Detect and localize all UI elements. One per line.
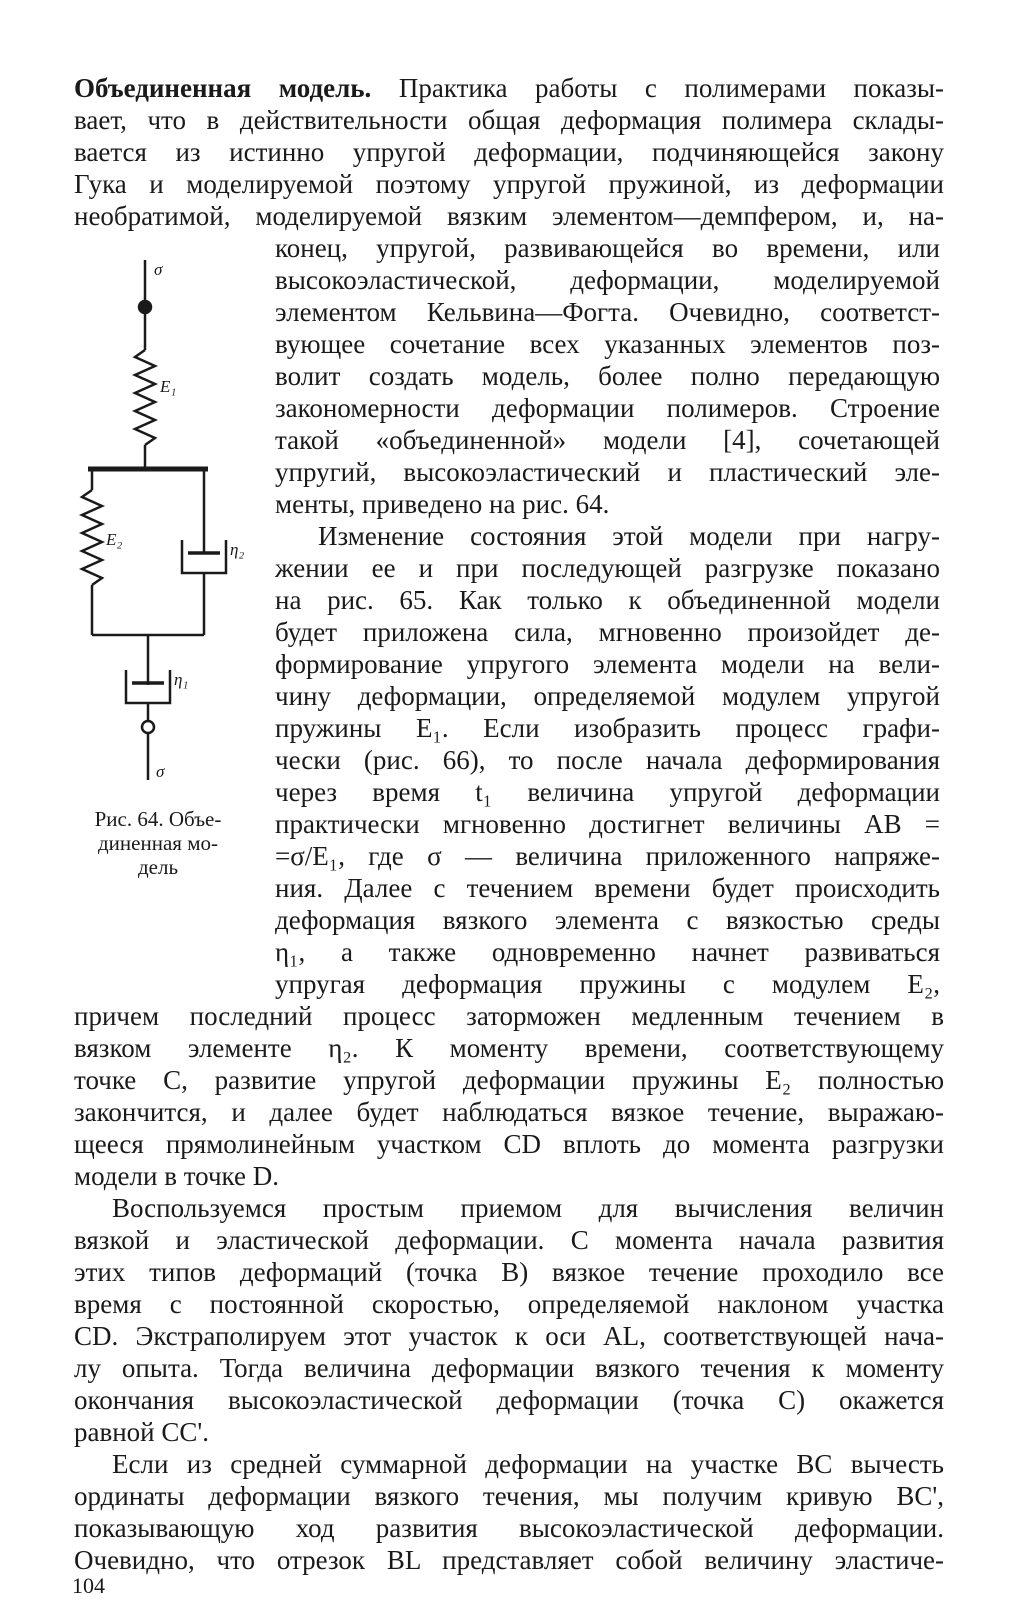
text-line: =σ/E₁, где σ — величина приложенного напряже- — [275, 841, 940, 871]
text-line: деформация вязкого элемента с вязкостью среды — [275, 905, 940, 935]
text-line: закончится, и далее будет наблюдаться вязкое течение, выражаю- — [74, 1097, 944, 1127]
text-line: причем последний процесс заторможен медленным течением в — [74, 1001, 944, 1031]
figure-combined-model — [70, 255, 260, 795]
text-line: η₁, а также одновременно начнет развиваться — [275, 937, 940, 967]
text-line: Гука и моделируемой поэтому упругой пружиной, из деформации — [74, 169, 944, 199]
text-line: такой «объединенной» модели [4], сочетающей — [275, 425, 940, 455]
text-line: щееся прямолинейным участком CD вплоть до момента разгрузки — [74, 1129, 944, 1159]
bottom-joint — [142, 721, 154, 733]
text-line: чески (рис. 66), то после начала деформирования — [275, 745, 940, 775]
text-line: упругая деформация пружины с модулем E₂, — [275, 969, 940, 999]
text-line: волит создать модель, более полно передающую — [275, 361, 940, 391]
label-eta1: η₁ — [174, 670, 189, 689]
spring-e2 — [82, 490, 102, 585]
text-line: равной CC'. — [74, 1417, 210, 1447]
text-line: Изменение состояния этой модели при нагру- — [318, 521, 940, 551]
label-e2: E₂ — [106, 530, 123, 549]
model-diagram — [70, 255, 260, 795]
page-number: 104 — [72, 1573, 105, 1598]
text-line: вующее сочетание всех указанных элементов поз- — [275, 329, 940, 359]
text-line: окончания высокоэластической деформации (точка C) окажется — [74, 1385, 944, 1415]
text-line: время с постоянной скоростью, определяемой наклоном участка — [74, 1289, 944, 1319]
figure-caption: Рис. 64. Объе- диненная мо- дель — [94, 807, 222, 879]
text-line: высокоэластической, деформации, моделируемой — [275, 265, 940, 295]
text-line: Воспользуемся простым приемом для вычисления величин — [112, 1193, 944, 1223]
text-line: необратимой, моделируемой вязким элементом—демпфером, и, на- — [74, 201, 944, 231]
text-line: закономерности деформации полимеров. Строение — [275, 393, 940, 423]
text-line: вается из истинно упругой деформации, подчиняющейся закону — [74, 137, 944, 167]
text-line: на рис. 65. Как только к объединенной модели — [275, 585, 940, 615]
text-line: показывающую ход развития высокоэластической деформации. — [74, 1513, 944, 1543]
text-line: ния. Далее с течением времени будет происходить — [275, 873, 940, 903]
text-line: жении ее и при последующей разгрузке показано — [275, 553, 940, 583]
text-line: Очевидно, что отрезок BL представляет собой величину эластиче- — [74, 1545, 944, 1575]
text-line: через время t₁ величина упругой деформации — [275, 777, 940, 807]
text-line: будет приложена сила, мгновенно произойдет де- — [275, 617, 940, 647]
text-line: точке C, развитие упругой деформации пружины E₂ полностью — [74, 1065, 944, 1095]
text-line: этих типов деформаций (точка B) вязкое течение проходило все — [74, 1257, 944, 1287]
text-line: чину деформации, определяемой модулем упругой — [275, 681, 940, 711]
text-line: вязком элементе η₂. К моменту времени, соответствующему — [74, 1033, 944, 1063]
text-line: менты, приведено на рис. 64. — [275, 489, 610, 519]
text-line: конец, упругой, развивающейся во времени, или — [275, 233, 940, 263]
text-line: вязкой и эластической деформации. С момента начала развития — [74, 1225, 944, 1255]
text-line: практически мгновенно достигнет величины AB = — [275, 809, 940, 839]
text-line: упругий, высокоэластический и пластический эле- — [275, 457, 940, 487]
label-sigma-bottom: σ — [156, 762, 165, 781]
text-line: CD. Экстраполируем этот участок к оси AL, соответствующей нача- — [74, 1321, 944, 1351]
top-joint — [139, 301, 151, 313]
label-eta2: η₂ — [230, 540, 245, 559]
text-line: вает, что в действительности общая деформация полимера склады- — [74, 105, 944, 135]
text-line: Объединенная модель. Практика работы с полимерами показы- — [74, 73, 944, 103]
section-heading: Объединенная модель. — [74, 73, 372, 103]
text-line: элементом Кельвина—Фогта. Очевидно, соответст- — [275, 297, 940, 327]
text-line: пружины E₁. Если изобразить процесс графи- — [275, 713, 940, 743]
label-sigma-top: σ — [154, 260, 163, 279]
label-e1: E₁ — [160, 377, 177, 396]
text-line: Если из средней суммарной деформации на участке BC вычесть — [112, 1449, 944, 1479]
text-line: лу опыта. Тогда величина деформации вязкого течения к моменту — [74, 1353, 944, 1383]
spring-e1 — [135, 350, 155, 445]
text-line: ординаты деформации вязкого течения, мы получим кривую BC', — [74, 1481, 944, 1511]
text-line: модели в точке D. — [74, 1161, 279, 1191]
text-line: формирование упругого элемента модели на вели- — [275, 649, 940, 679]
